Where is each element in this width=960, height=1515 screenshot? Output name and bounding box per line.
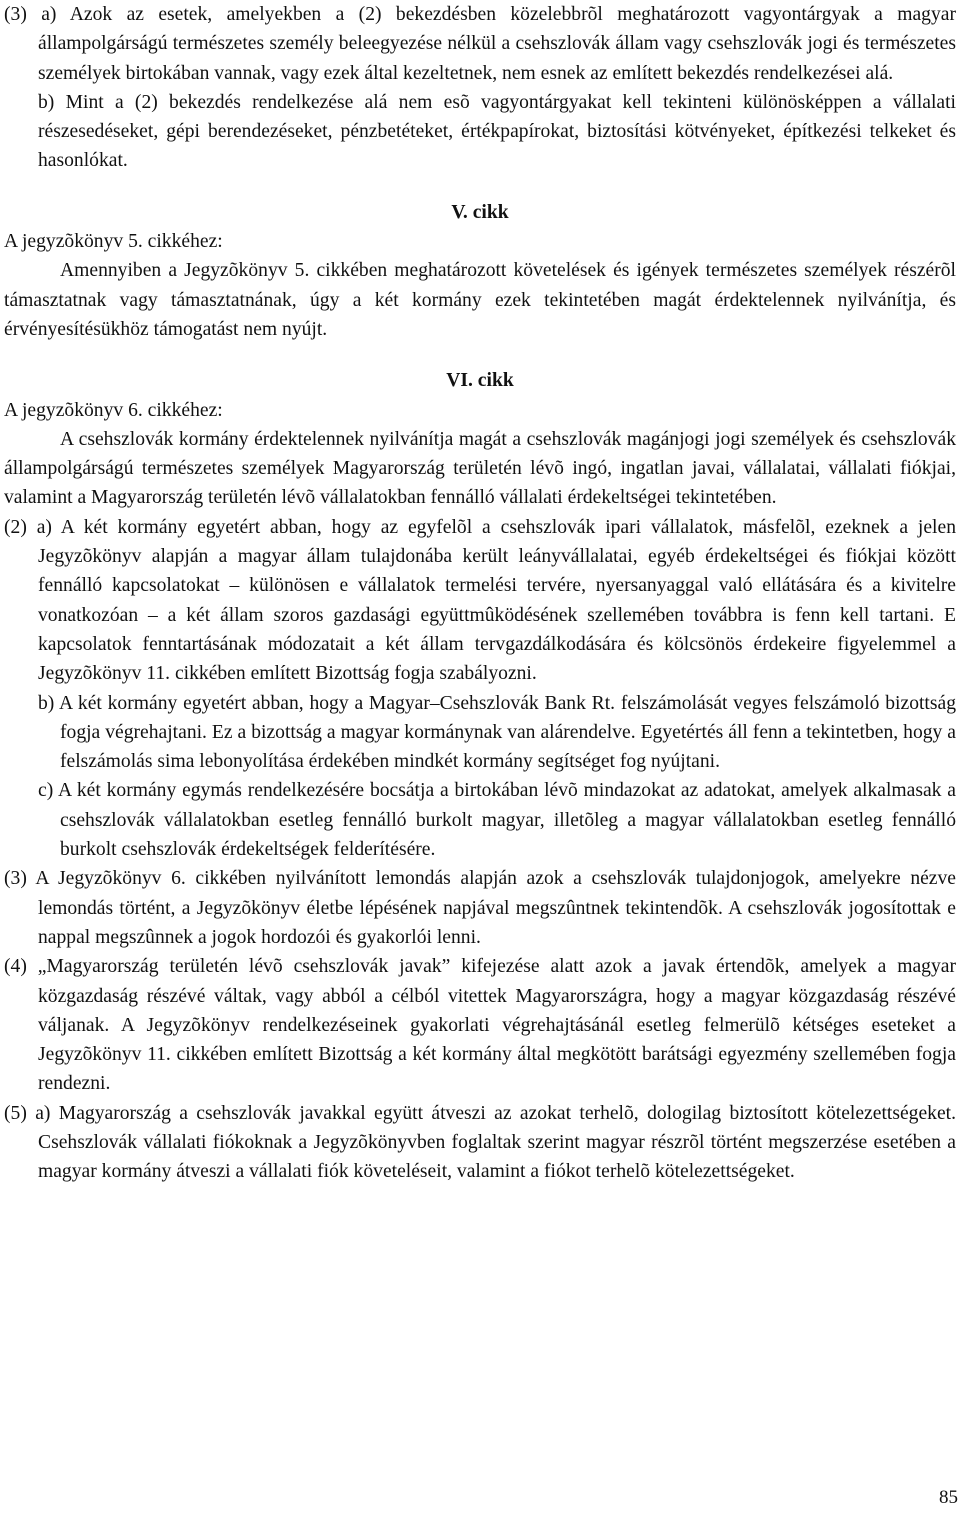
article-vi-paragraph-3: (3) A Jegyzõkönyv 6. cikkében nyilvánított lemondás alapján azok a csehszlovák tulajdonjogok, amelyekre nézve lemondás történt, a Jegyzõkönyv életbe lépésének napjával megszûntnek tekintendõk. A csehszlovák jogosítottak e nappal megszûnnek a jogok hordozói és gyakorlói lenni. (4, 868, 956, 948)
paragraph-3a: (3) a) Azok az esetek, amelyekben a (2) bekezdésben közelebbrõl meghatározott vagyontárgyak a magyar állampolgárságú természetes személy beleegyezése nélkül a csehszlovák állam vagy csehszlovák jogi és természetes személyek birtokában vannak, vagy ezek által kezeltetnek, nem esnek az említett bekezdés rendelkezései alá. (4, 4, 956, 84)
spacer (4, 176, 956, 198)
article-vi-paragraph-5a: (5) a) Magyarország a csehszlovák javakkal együtt átveszi az azokat terhelõ, dologilag biztosított kötelezettségeket. Csehszlovák vállalati fiókoknak a Jegyzõkönyvben foglaltak szerint magyar részrõl történt megszerzése esetében a magyar kormány átveszi a vállalati fiók követeléseit, valamint a fiókot terhelõ kötelezettségeket. (4, 1102, 956, 1183)
article-v-paragraph: Amennyiben a Jegyzõkönyv 5. cikkében meghatározott követelések és igények természetes személyek részérõl támasztatnak vagy támasztatnának, úgy a két kormány ezek tekintetében magát érdektelennek nyilvánítja, és érvényesítésükhöz támogatást nem nyújt. (4, 260, 956, 340)
article-vi-heading: VI. cikk (446, 370, 514, 392)
article-vi-paragraph-2b: b) A két kormány egyetért abban, hogy a Magyar–Csehszlovák Bank Rt. felszámolását vegyes felszámoló bizottság fogja végrehajtani. Ez a bizottság a magyar kormánynak van alárendelve. Egyetértés áll fenn a tekintetben, hogy a felszámolás sima lebonyolítása érdekében mindkét kormány segítséget fog nyújtani. (38, 692, 956, 773)
article-v-reference: A jegyzõkönyv 5. cikkéhez: (4, 231, 223, 253)
article-v-heading: V. cikk (451, 201, 509, 223)
paragraph-3b: b) Mint a (2) bekezdés rendelkezése alá nem esõ vagyontárgyakat kell tekinteni különösképpen a vállalati részesedéseket, gépi berendezéseket, pénzbetéteket, értékpapírokat, biztosítási kötvényeket, építkezési telkeket és hasonlókat. (38, 91, 956, 172)
article-vi-paragraph-4: (4) „Magyarország területén lévõ csehszlovák javak” kifejezése alatt azok a javak értendõk, amelyek a magyar közgazdaság részévé váltak, vagy abból a célból vitettek Magyarországra, hogy a magyar közgazdaság részévé váljanak. A Jegyzõkönyv rendelkezéseinek gyakorlati végrehajtásánál esetleg felmerülõ kétséges eseteket a Jegyzõkönyv 11. cikkében említett Bizottság a két kormány által megkötött barátsági egyezmény szellemében fogja rendezni. (4, 956, 956, 1095)
article-vi-paragraph-1: A csehszlovák kormány érdektelennek nyilvánítja magát a csehszlovák magánjogi jogi személyek és csehszlovák állampolgárságú természetes személyek Magyarország területén lévõ ingó, ingatlan javai, vállalatai, vállalati fiókjai, valamint a Magyarország területén lévõ vállalatokban fennálló vállalati érdekeltségei tekintetében. (4, 428, 956, 509)
article-vi-paragraph-2a: (2) a) A két kormány egyetért abban, hogy az egyfelõl a csehszlovák ipari vállalatok, másfelõl, ezeknek a jelen Jegyzõkönyv alapján a magyar állam tulajdonába került leányvállalatai, egyéb érdekeltségei és fiókjai között fennálló kapcsolatokat – különösen e vállalatok termelési tervére, nyersanyaggal való ellátására és a kivitelre vonatkozóan – a két állam szoros gazdasági együttmûködésének szellemében továbbra is fenn kell tartani. E kapcsolatok fenntartásának módozatait a két állam tervgazdálkodására és kölcsönös érdekeire figyelemmel a Jegyzõkönyv 11. cikkében említett Bizottság fogja szabályozni. (4, 516, 956, 685)
document-page (4, 0, 956, 1187)
article-vi-reference: A jegyzõkönyv 6. cikkéhez: (4, 399, 223, 421)
page-number: 85 (939, 1487, 958, 1508)
article-vi-paragraph-2c: c) A két kormány egymás rendelkezésére bocsátja a birtokában lévõ mindazokat az adatokat, amelyek alkalmasak a csehszlovák vállalatokban esetleg fennálló burkolt magyar, illetõleg a magyar vállalatokban esetleg fennálló burkolt csehszlovák érdekeltségek felderítésére. (38, 780, 956, 861)
spacer (4, 344, 956, 366)
